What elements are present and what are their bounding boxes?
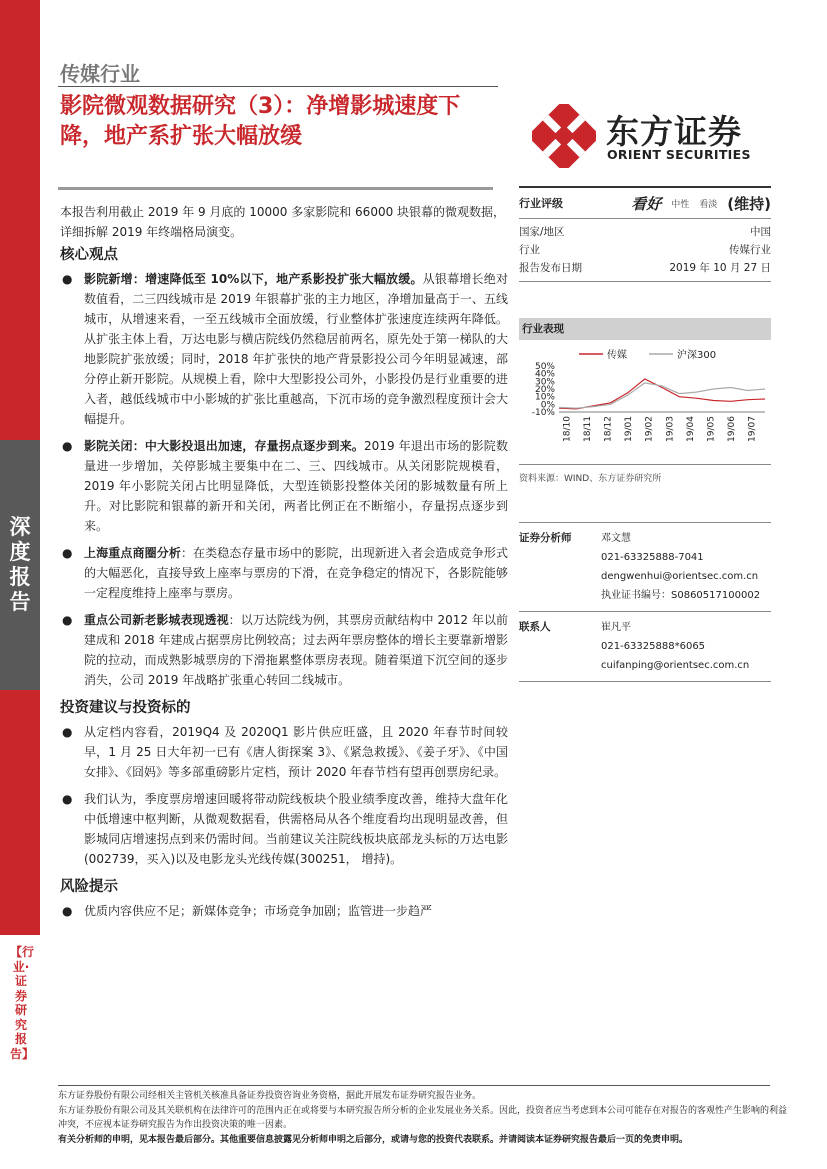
rating-options <box>631 193 771 214</box>
x-tick-label: 19/04 <box>685 416 696 442</box>
point-body: ：以万达院线为例，其票房贡献结构中 2012 年以前建成和 2018 年建成占据票房比例较高；过去两年票房整体的增长主要靠新增影院的拉动，而成熟影城票房的下滑拖累整体票房表现。随着渠道下沉空间的逐步消失，公司 2019 年战略扩张重心转回二线城市。 <box>84 613 508 687</box>
x-tick-label: 18/10 <box>562 416 573 442</box>
bullet-icon: ● <box>62 792 73 806</box>
analyst-phone: 021-63325888-7041 <box>601 552 704 563</box>
footer <box>58 1089 788 1147</box>
x-tick-label: 19/05 <box>706 416 717 442</box>
list-item <box>60 789 508 869</box>
x-tick-label: 19/07 <box>747 416 758 442</box>
y-tick-label: 30% <box>534 377 555 388</box>
rating-neutral: 中性 <box>671 199 690 210</box>
analyst-row <box>519 586 771 605</box>
y-tick-label: 20% <box>534 385 555 395</box>
series-line <box>559 379 765 409</box>
footer-line-1: 东方证券股份有限公司经相关主管机关核准具备证券投资咨询业务资格，据此开展发布证券研究报告业务。 <box>58 1091 482 1101</box>
bullet-icon: ● <box>62 272 73 286</box>
contact-name: 崔凡平 <box>601 622 631 633</box>
list-item <box>60 269 508 429</box>
info-key: 行业 <box>519 244 540 256</box>
analyst-row <box>519 529 771 548</box>
orient-logo-icon <box>532 104 596 168</box>
y-tick-label: 10% <box>534 392 555 403</box>
logo-name-en: ORIENT SECURITIES <box>607 147 751 162</box>
point-head: 上海重点商圈分析 <box>84 546 181 560</box>
info-value: 传媒行业 <box>729 244 771 256</box>
list-item <box>60 436 508 536</box>
performance-chart <box>519 344 771 464</box>
footer-divider <box>58 1085 770 1086</box>
intro-paragraph: 本报告利用截止 2019 年 9 月底的 10000 多家影院和 66000 块银幕的微观数据，详细拆解 2019 年终端格局演变。 <box>60 205 506 239</box>
rating-label: 行业评级 <box>519 197 563 210</box>
invest-points-list <box>60 722 508 869</box>
x-tick-label: 19/06 <box>727 416 738 442</box>
contact-bottom-rule <box>519 681 771 682</box>
company-logo <box>532 102 772 172</box>
point-body: 2019 年退出市场的影院数量进一步增加，关停影城主要集中在二、三、四线城市。从关闭影院规模看，2019 年小影院关闭占比明显降低，大型连锁影投整体关闭的影城数量有所上升。对比影院和银幕的新开和关闭，两者比例正在不断缩小，存量拐点逐步到来。 <box>84 439 508 533</box>
contact-row <box>519 637 771 656</box>
footer-line-2: 东方证券股份有限公司及其关联机构在法律许可的范围内正在或将要与本研究报告所分析的企业发展业务关系。因此，投资者应当考虑到本公司可能存在对报告的客观性产生影响的利益冲突，不应视本证券研究报告为作出投资决策的唯一因素。 <box>58 1105 788 1130</box>
footer-disclaimer: 有关分析师的申明，见本报告最后部分。其他重要信息披露见分析师申明之后部分，或请与您的投资代表联系。并请阅读本证券研究报告最后一页的免责申明。 <box>58 1134 689 1145</box>
performance-header: 行业表现 <box>519 318 771 340</box>
industry-category: 传媒行业 <box>60 62 140 86</box>
side-bar-top <box>0 0 40 440</box>
bullet-icon: ● <box>62 613 73 627</box>
analyst-name: 邓文慧 <box>601 533 631 544</box>
point-body: ：在类稳态存量市场中的影院，出现新进入者会造成竞争形式的大幅恶化，直接导致上座率与票房的下滑，在竞争稳定的情况下，各影院能够一定程度维持上座率与票房。 <box>84 546 508 600</box>
info-value: 2019 年 10 月 27 日 <box>669 262 771 274</box>
contact-role: 联系人 <box>519 621 551 633</box>
point-body: 我们认为，季度票房增速回暖将带动院线板块个股业绩季度改善，维持大盘年化中低增速中枢判断，从微观数据看，供需格局从各个维度看均出现明显改善，但影城同店增速拐点到来仍需时间。当前建议关注院线板块底部龙头标的万达电影(002739，买入)以及电影龙头光线传媒(300251， 增持)。 <box>84 792 508 866</box>
bullet-icon: ● <box>62 439 73 453</box>
info-value: 中国 <box>750 226 771 238</box>
footer-line-3 <box>58 1133 788 1148</box>
analyst-row <box>519 567 771 586</box>
analyst-cert: 执业证书编号：S0860517100002 <box>601 590 761 601</box>
category-divider <box>58 86 498 87</box>
point-head: 影院关闭：中大影投退出加速，存量拐点逐步到来。 <box>84 439 365 453</box>
analyst-email[interactable]: dengwenhui@orientsec.com.cn <box>601 571 759 582</box>
y-tick-label: -10% <box>531 408 555 418</box>
list-item <box>60 543 508 603</box>
point-head: 重点公司新老影城表现透视 <box>84 613 229 627</box>
y-tick-label: 40% <box>534 369 555 380</box>
bullet-icon: ● <box>62 904 73 918</box>
contact-row <box>519 656 771 675</box>
section-heading-risk: 风险提示 <box>60 879 118 895</box>
info-row <box>519 223 771 241</box>
report-title: 影院微观数据研究（3）：净增影城速度下降，地产系扩张大幅放缓 <box>60 94 461 149</box>
info-row <box>519 259 771 277</box>
bullet-icon: ● <box>62 725 73 739</box>
x-tick-label: 19/01 <box>624 416 635 442</box>
contact-row <box>519 618 771 637</box>
series-line <box>559 383 765 408</box>
point-body: 从定档内容看，2019Q4 及 2020Q1 影片供应旺盛，且 2020 年春节时间较早，1 月 25 日大年初一已有《唐人街探案 3》、《紧急救援》、《姜子牙》、《中国女排》、《囧妈》等多部重磅影片定档，预计 2020 年春节档有望再创票房纪录。 <box>84 725 508 779</box>
core-points-list <box>60 269 508 690</box>
sidebar-panel <box>519 186 771 682</box>
line-chart-svg <box>519 344 771 464</box>
chart-source: 资料来源：WIND、东方证券研究所 <box>519 474 662 484</box>
y-tick-label: 0% <box>540 400 555 411</box>
risk-points-list <box>60 901 508 921</box>
contact-email[interactable]: cuifanping@orientsec.com.cn <box>601 660 750 671</box>
section-heading-invest: 投资建议与投资标的 <box>60 700 191 716</box>
x-tick-label: 19/03 <box>665 416 676 442</box>
rating-status: (维持) <box>727 194 771 213</box>
list-item <box>60 722 508 782</box>
x-tick-label: 19/02 <box>644 416 655 442</box>
list-item <box>60 610 508 690</box>
rating-row <box>519 188 771 218</box>
legend-label: 传媒 <box>607 350 627 361</box>
report-series-label: 【行业·证券研究报告】 <box>10 945 35 1061</box>
section-heading-core: 核心观点 <box>60 247 118 263</box>
legend-label: 沪深300 <box>677 350 717 361</box>
side-bar-bottom <box>0 690 40 935</box>
logo-name-cn: 东方证券 <box>606 112 742 151</box>
list-item <box>60 901 508 921</box>
x-tick-label: 18/11 <box>582 416 593 442</box>
rating-current: 看好 <box>631 194 662 213</box>
info-row <box>519 241 771 259</box>
info-key: 国家/地区 <box>519 226 565 238</box>
report-type-label: 深度报告 <box>9 515 31 614</box>
rating-bad: 看淡 <box>699 199 718 210</box>
contact-phone: 021-63325888*6065 <box>601 641 706 652</box>
x-tick-label: 18/12 <box>603 416 614 442</box>
y-tick-label: 50% <box>534 362 555 372</box>
point-body: 从银幕增长绝对数值看，二三四线城市是 2019 年银幕扩张的主力地区，净增加量高于一、五线城市，从增速来看，一至五线城市全面放缓，行业整体扩张速度连续两年降低。从扩张主体上看，万达电影与横店院线仍然稳居前两名，原先处于第一梯队的大地影院扩张放缓；同时，2018 年扩张快的地产背景影投公司今年明显减速，部分停止新开影院。从规模上看，除中大型影投公司外，小影投仍是行业重要的进入者，越低线城市中小影城的扩张比重越高，下沉市场的竞争激烈程度预计会大幅提升。 <box>84 272 508 426</box>
point-head: 影院新增：增速降低至 10%以下，地产系影投扩张大幅放缓。 <box>84 272 423 286</box>
chart-bottom-rule <box>519 464 771 465</box>
bullet-icon: ● <box>62 546 73 560</box>
info-key: 报告发布日期 <box>519 262 582 274</box>
main-content <box>60 202 508 928</box>
analyst-role: 证券分析师 <box>519 532 572 544</box>
point-body: 优质内容供应不足；新媒体竞争；市场竞争加剧；监管进一步趋严 <box>84 904 433 918</box>
title-divider <box>58 187 493 190</box>
analyst-row <box>519 548 771 567</box>
info-bottom-rule <box>519 281 771 282</box>
